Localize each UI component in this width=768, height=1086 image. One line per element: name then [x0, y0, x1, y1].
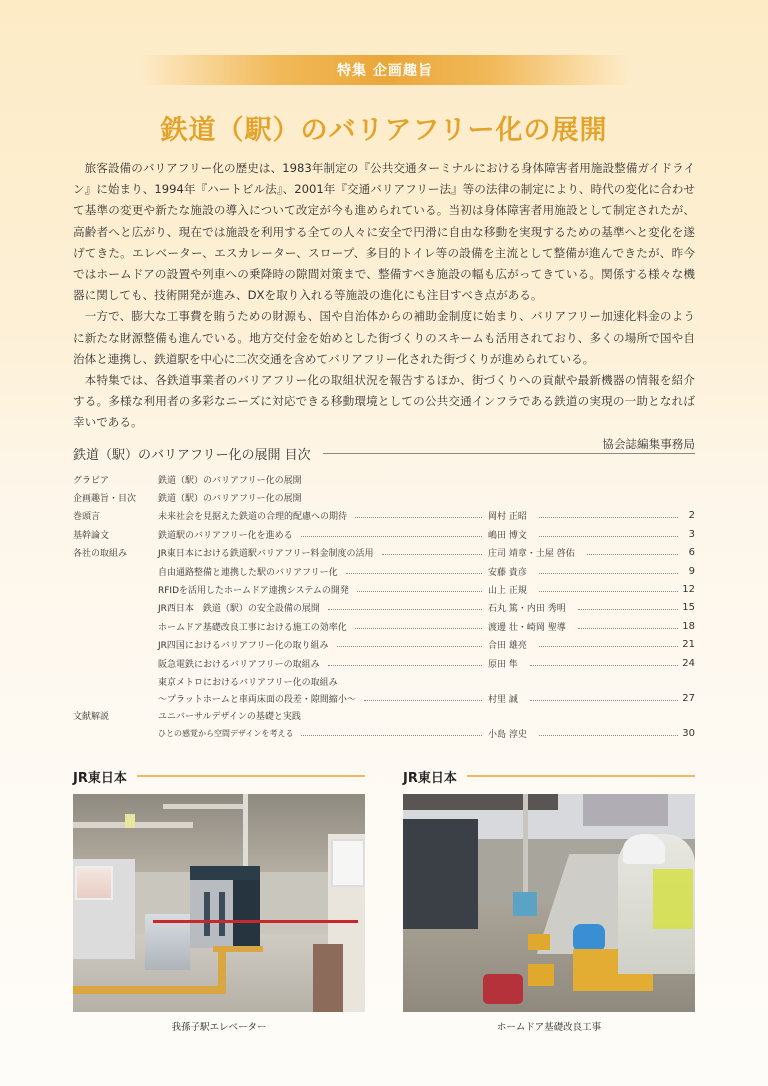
toc-row: [73, 691, 695, 707]
toc-author: 庄司 靖章・土屋 啓佑: [488, 546, 681, 559]
toc-page-number: 30: [682, 727, 695, 739]
toc-heading: 鉄道（駅）のバリアフリー化の展開 目次: [73, 448, 311, 463]
dot-leader: [539, 591, 678, 592]
toc-author: 岡村 正昭: [488, 509, 681, 522]
photo-section-left: [73, 768, 365, 1033]
toc-title: ユニバーサルデザインの基礎と実践: [158, 712, 301, 723]
section-rule: [137, 775, 365, 777]
intro-paragraph: 一方で、膨大な工事費を賄うための財源も、国や自治体からの補助金制度に始まり、バリアフリー加速化料金のように新たな財源整備も進んでいる。地方交付金を始めとした街づくりのスキームも活用されており、多くの場所で国や自治体と連携し、鉄道駅を中心に二次交通を含めてバリアフリー化された街づくりが進められている。: [73, 309, 695, 366]
platform-door-construction-photo: [403, 794, 695, 1012]
table-of-contents: [73, 470, 695, 741]
toc-category: 各社の取組み: [73, 549, 128, 560]
toc-row: [73, 544, 695, 562]
dot-leader: [539, 536, 678, 537]
toc-row: [73, 488, 695, 506]
toc-title: 鉄道駅のバリアフリー化を進める: [158, 528, 488, 541]
toc-row: [73, 525, 695, 543]
dot-leader: [539, 735, 678, 736]
toc-title: JR東日本における鉄道駅バリアフリー料金制度の活用: [158, 546, 488, 559]
toc-header: [73, 444, 695, 463]
photo-section-header: [73, 768, 365, 784]
toc-title: 鉄道（駅）のバリアフリー化の展開: [158, 494, 302, 505]
toc-page-number: 18: [682, 620, 695, 632]
toc-category: 文献解説: [73, 712, 110, 723]
toc-row: [73, 599, 695, 617]
toc-row: [73, 707, 695, 725]
dot-leader: [301, 536, 482, 537]
toc-title: JR四国におけるバリアフリー化の取り組み: [158, 638, 488, 651]
intro-paragraph: 本特集では、各鉄道事業者のバリアフリー化の取組状況を報告するほか、街づくりへの貢献や最新機器の情報を紹介する。多様な利用者の多彩なニーズに対応できる移動環境としての公共交通インフラである鉄道の実現の一助となれば幸いである。: [73, 373, 695, 430]
toc-category: グラビア: [73, 475, 110, 486]
toc-category: 巻頭言: [73, 512, 101, 523]
toc-author: 小島 淳史: [488, 727, 681, 740]
dot-leader: [328, 665, 482, 666]
toc-row: [73, 470, 695, 488]
toc-title: ～プラットホームと車両床面の段差・隙間縮小～: [158, 692, 488, 705]
toc-page-number: 21: [682, 639, 695, 651]
toc-title: ひとの感覚から空間デザインを考える: [158, 728, 488, 739]
toc-author: 嶋田 博文: [488, 528, 681, 541]
toc-title: ホームドア基礎改良工事における施工の効率化: [158, 620, 488, 633]
dot-leader: [530, 700, 678, 701]
toc-title: 自由通路整備と連携した駅のバリアフリー化: [158, 565, 488, 578]
toc-page-number: 3: [688, 528, 695, 540]
photo-caption: ホームドア基礎改良工事: [496, 1022, 602, 1033]
photo-section-right: [403, 768, 695, 1033]
toc-author: 安藤 貴彦: [488, 565, 681, 578]
toc-author: 合田 雄亮: [488, 638, 681, 651]
signature: 協会誌編集事務局: [602, 436, 695, 451]
toc-row: [73, 507, 695, 525]
toc-page-number: 27: [682, 693, 695, 705]
dot-leader: [587, 554, 678, 555]
toc-heading-rule: [323, 453, 695, 454]
toc-category: 基幹論文: [73, 530, 110, 541]
dot-leader: [301, 735, 482, 736]
toc-page-number: 9: [688, 565, 695, 577]
toc-page-number: 6: [688, 547, 695, 559]
toc-row: [73, 672, 695, 690]
station-elevator-photo: [73, 794, 365, 1012]
dot-leader: [346, 573, 482, 574]
dot-leader: [357, 591, 482, 592]
intro-paragraph: 旅客設備のバリアフリー化の歴史は、1983年制定の『公共交通ターミナルにおける身体障害者用施設整備ガイドライン』に始まり、1994年『ハートビル法』、2001年『交通バリアフリー法』等の法律の制定により、時代の変化に合わせて基準の変更や新たな施設の導入について改定が今も進められている。当初は身体障害者用施設として制定されたが、高齢者へと広がり、現在では施設を利用する全ての人々に安全で円滑に自由な移動を実現するための基準へと変化を遂げてきた。エレベーター、エスカレーター、スロープ、多目的トイレ等の設備を主流として整備が進んできたが、昨今ではホームドアの設置や列車への乗降時の隙間対策まで、整備すべき施設の幅も広がってきている。関係する様々な機器に関しても、技術開発が進み、DXを取り入れる等施設の進化にも注目すべき点がある。: [73, 161, 696, 303]
toc-page-number: 12: [682, 584, 695, 596]
toc-page-number: 15: [682, 602, 695, 614]
photo-section-header: [403, 768, 695, 784]
dot-leader: [578, 609, 678, 610]
toc-title: RFIDを活用したホームドア連携システムの開発: [158, 583, 488, 596]
toc-page-number: 2: [688, 510, 695, 522]
page-title: 鉄道（駅）のバリアフリー化の展開: [160, 115, 608, 146]
section-rule: [467, 775, 695, 777]
dot-leader: [337, 646, 482, 647]
toc-page-number: 24: [682, 657, 695, 669]
dot-leader: [355, 628, 482, 629]
toc-title: 鉄道（駅）のバリアフリー化の展開: [158, 475, 302, 486]
exit-arrow-sign: [125, 814, 135, 828]
dot-leader: [382, 554, 482, 555]
toc-title: 東京メトロにおけるバリアフリー化の取組み: [158, 677, 338, 688]
toc-row: [73, 617, 695, 635]
toc-author: 山上 正規: [488, 583, 681, 596]
dot-leader: [328, 609, 482, 610]
dot-leader: [539, 517, 678, 518]
dot-leader: [364, 700, 482, 701]
toc-row: [73, 580, 695, 598]
toc-author: 石丸 篤・内田 秀明: [488, 601, 681, 614]
feature-banner-label: 特集 企画趣旨: [337, 63, 433, 79]
dot-leader: [578, 628, 678, 629]
toc-title: JR西日本 鉄道（駅）の安全設備の展開: [158, 601, 488, 614]
toc-author: 原田 隼: [488, 657, 681, 670]
dot-leader: [530, 665, 678, 666]
dot-leader: [539, 573, 678, 574]
toc-category: 企画趣旨・目次: [73, 494, 137, 505]
toc-row: [73, 725, 695, 741]
dot-leader: [355, 517, 482, 518]
toc-row: [73, 654, 695, 672]
feature-banner: [140, 55, 630, 85]
company-label: JR東日本: [73, 770, 127, 786]
photo-caption: 我孫子駅エレベーター: [171, 1022, 267, 1033]
toc-row: [73, 636, 695, 654]
toc-author: 村里 誠: [488, 692, 681, 705]
company-label: JR東日本: [403, 770, 457, 786]
toc-title: 未来社会を見据えた鉄道の合理的配慮への期待: [158, 509, 488, 522]
toc-title: 阪急電鉄におけるバリアフリーの取組み: [158, 657, 488, 670]
intro-text: [73, 158, 695, 455]
toc-row: [73, 562, 695, 580]
toc-author: 渡邊 壮・崎岡 聖導: [488, 620, 681, 633]
dot-leader: [539, 646, 678, 647]
